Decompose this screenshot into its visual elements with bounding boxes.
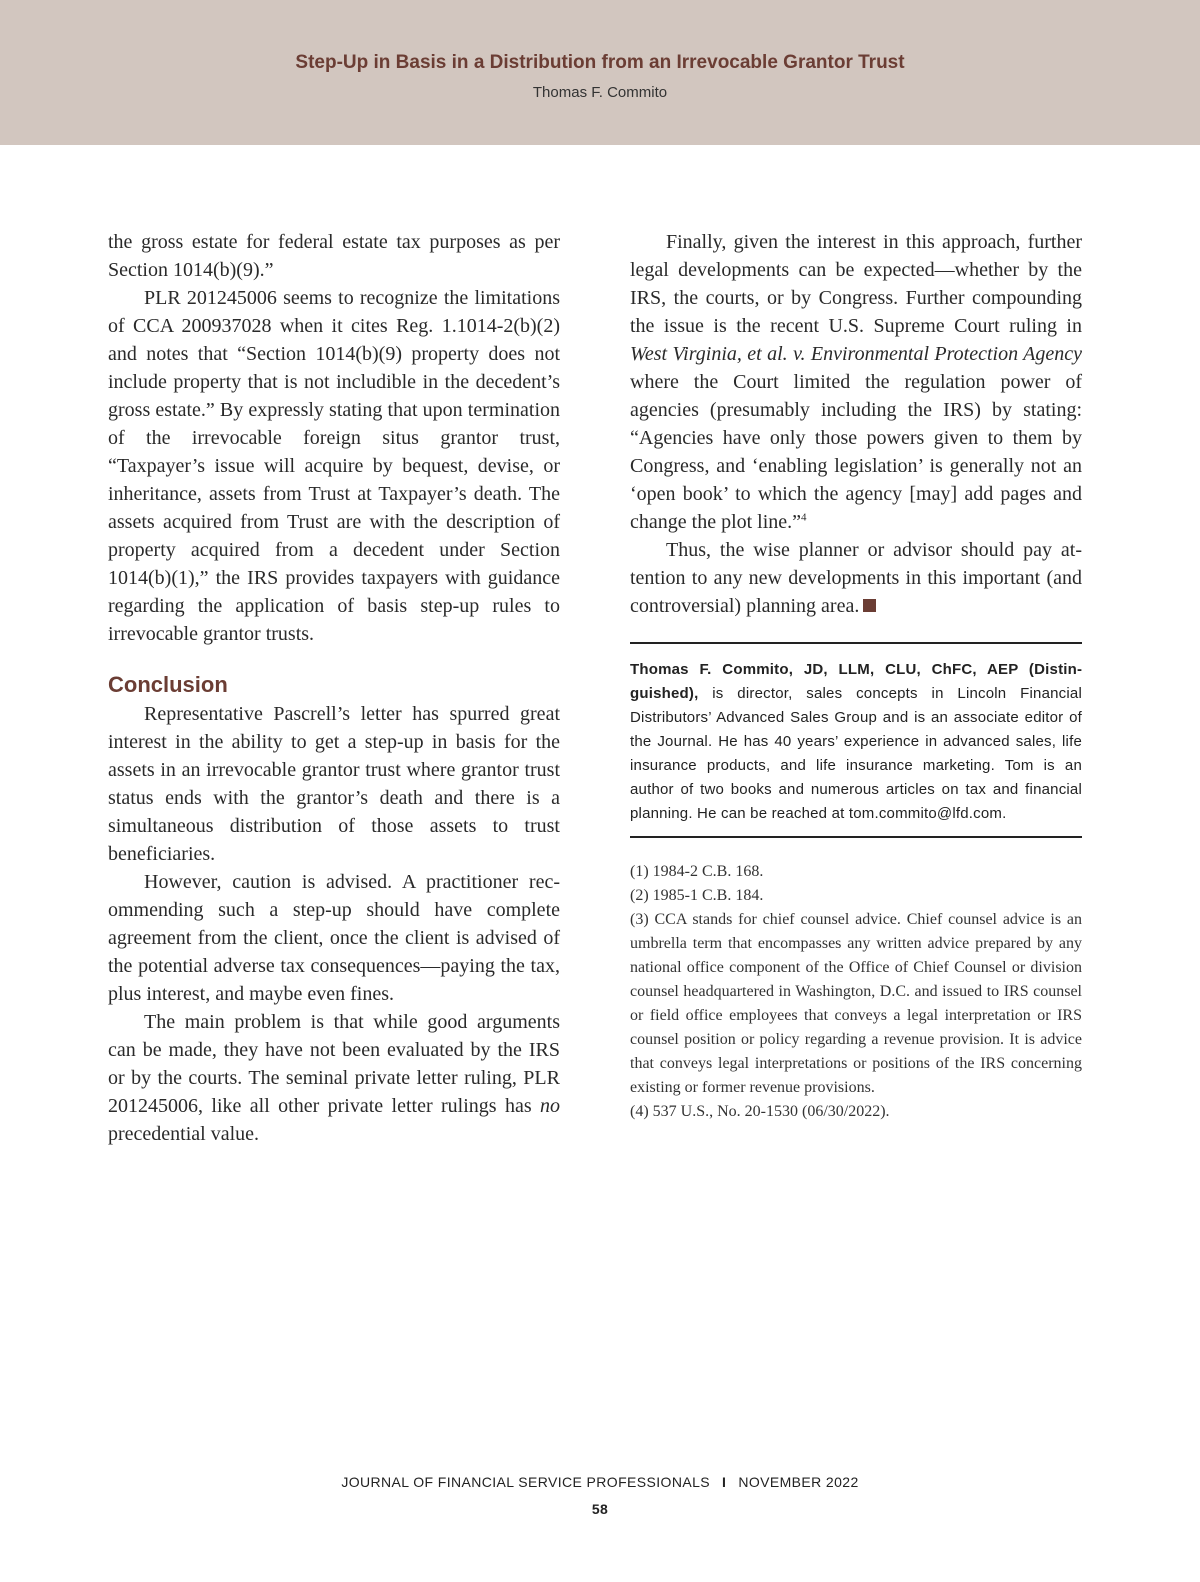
paragraph: the gross estate for federal estate tax purposes as per Section 1014(b)(9).”	[108, 231, 560, 281]
paragraph	[630, 536, 1082, 620]
right-column	[630, 228, 1082, 1124]
left-column	[108, 228, 560, 1148]
text-run: Thus, the wise planner or advisor should pay attention to any new developments in this important (and controversial) planning area.	[630, 539, 1082, 617]
text-run: where the Court limited the regulation power of agencies (presumably including the IRS) by stating: “Agencies have only those powers given to them by Congress, and ‘enabling legislation’ is generally not an ‘open book’ to which the agency [may] add pages and change the plot line.”	[630, 371, 1082, 533]
text-run: Finally, given the interest in this approach, further legal developments can be expected—whether by the IRS, the courts, or by Congress. Further compounding the issue is the recent U.S. Supreme Court ruling in	[630, 231, 1082, 337]
paragraph: However, caution is advised. A practitioner recommending such a step-up should have complete agreement from the client, once the client is advised of the potential adverse tax consequences—paying the tax, plus interest, and maybe even fines.	[108, 871, 560, 1005]
paragraph	[108, 1008, 560, 1148]
end-mark-icon	[863, 599, 876, 612]
footnote: (4) 537 U.S., No. 20-1530 (06/30/2022).	[630, 1103, 890, 1120]
footnote: (3) CCA stands for chief counsel advice. Chief counsel advice is an umbrella term that encompasses any written advice prepared by any national office component of the Office of Chief Counsel or division counsel headquartered in Washington, D.C. and issued to IRS counsel or field office employees that conveys a legal interpretation or IRS counsel position or policy regarding a revenue provision. It is advice that conveys legal interpretations or positions of the IRS concerning existing or former revenue provisions.	[630, 911, 1082, 1096]
paragraph	[630, 228, 1082, 536]
page-number: 58	[591, 1501, 609, 1517]
bio-name: Thomas F. Commito, JD, LLM, CLU, ChFC, AEP (Distinguished),	[630, 661, 1082, 702]
paragraph: PLR 201245006 seems to recognize the limitations of CCA 200937028 when it cites Reg. 1.1014-2(b)(2) and notes that “Section 1014(b)(9) property does not include property that is not includible in the decedent’s gross estate.” By expressly stating that upon termination of the irrevocable foreign situs grantor trust, “Taxpayer’s issue will acquire by bequest, devise, or inheritance, assets from Trust at Taxpayer’s death. The assets acquired from Trust are with the description of property acquired from a decedent under Section 1014(b)(1),” the IRS provides taxpayers with guidance regarding the application of basis step-up rules to irrevocable grantor trusts.	[108, 287, 560, 645]
article-author: Thomas F. Commito	[532, 84, 668, 101]
issue-date: NOVEMBER 2022	[738, 1474, 859, 1490]
footnotes	[630, 860, 1082, 1124]
paragraph: Representative Pascrell’s letter has spurred great interest in the ability to get a step-up in basis for the assets in an irrevocable grantor trust where grantor trust status ends with the grantor’s death and there is a simultaneous distribution of those assets to trust beneficiaries.	[108, 703, 560, 865]
footnote: (2) 1985-1 C.B. 184.	[630, 887, 764, 904]
text-run: precedential value.	[108, 1123, 260, 1145]
conclusion-heading: Conclusion	[108, 672, 228, 697]
article-title: Step-Up in Basis in a Distribution from an Irrevocable Grantor Trust	[295, 52, 905, 73]
journal-name: JOURNAL OF FINANCIAL SERVICE PROFESSIONALS	[341, 1474, 711, 1490]
bio-text: is director, sales concepts in Lincoln Financial Distributors’ Advanced Sales Group and is an associate editor of the Journal. He has 40 years’ experience in advanced sales, life insurance products, and life insurance marketing. Tom is an author of two books and numerous articles on tax and financial planning. He can be reached at tom.commito@lfd.com.	[630, 685, 1082, 822]
footnote-ref: 4	[801, 511, 807, 524]
italic-text: no	[540, 1095, 560, 1117]
author-bio	[630, 642, 1082, 838]
running-header	[0, 0, 1200, 145]
footer-separator: I	[722, 1474, 727, 1490]
text-run: The main problem is that while good arguments can be made, they have not been evaluated by the IRS or by the courts. The seminal private letter ruling, PLR 201245006, like all other private letter rulings has	[108, 1011, 560, 1117]
italic-text: West Virginia, et al. v. Environmental Protection Agency	[630, 343, 1082, 365]
page-footer	[0, 1474, 1200, 1517]
footnote: (1) 1984-2 C.B. 168.	[630, 863, 764, 880]
